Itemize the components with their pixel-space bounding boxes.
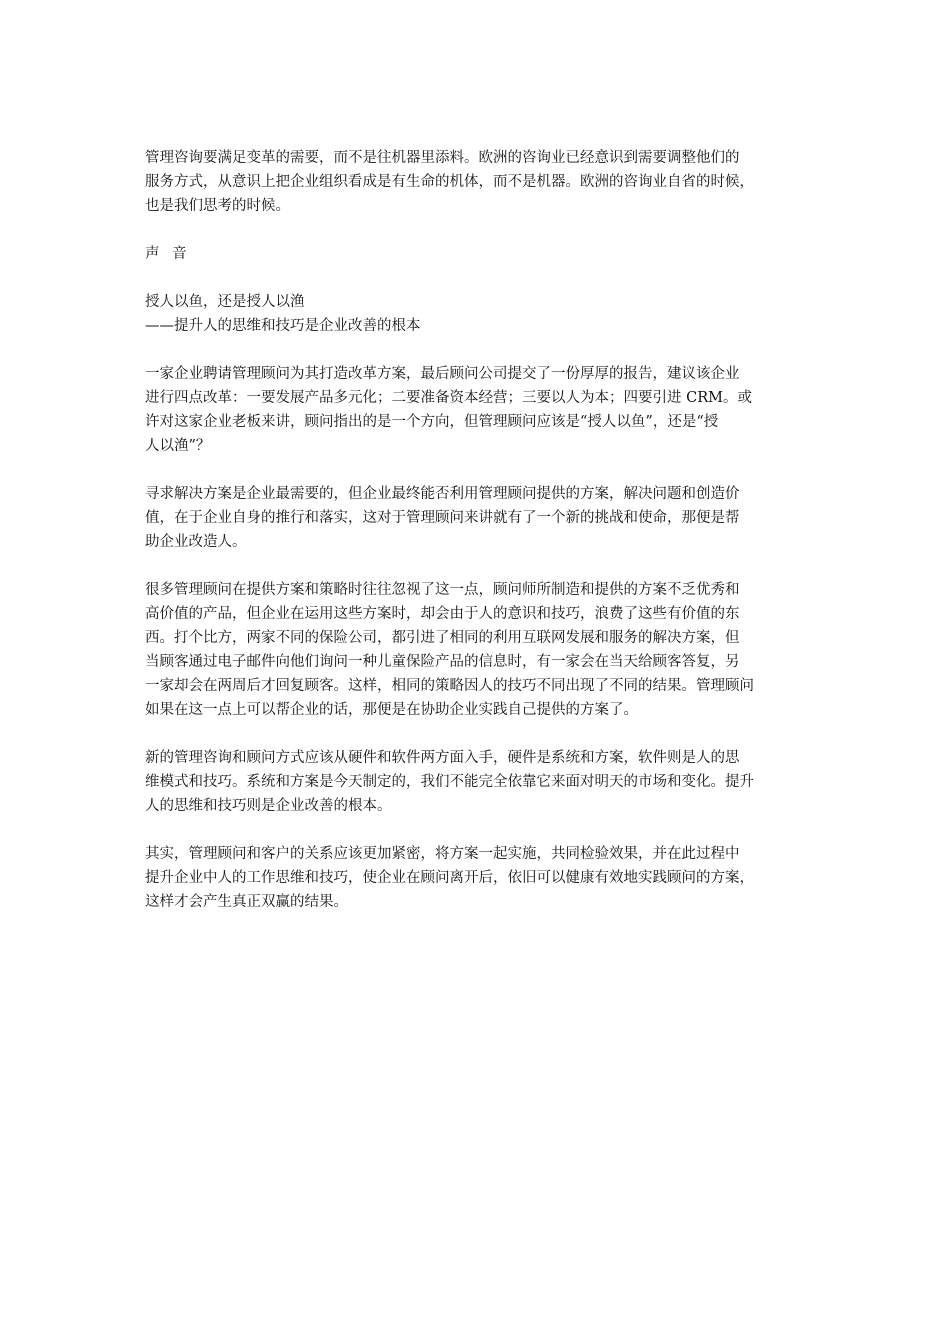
paragraph-line: 许对这家企业老板来讲，顾问指出的是一个方向，但管理顾问应该是“授人以鱼”，还是“授 bbox=[145, 414, 719, 430]
paragraph-line: 人的思维和技巧则是企业改善的根本。 bbox=[145, 798, 392, 814]
paragraph-line: 寻求解决方案是企业最需要的，但企业最终能否利用管理顾问提供的方案，解决问题和创造价 bbox=[145, 486, 740, 502]
intro-line: 服务方式，从意识上把企业组织看成是有生命的机体，而不是机器。欧洲的咨询业自省的时候， bbox=[145, 174, 754, 190]
paragraph-line: 一家企业聘请管理顾问为其打造改革方案，最后顾问公司提交了一份厚厚的报告，建议该企业 bbox=[145, 366, 740, 382]
paragraph-line: 当顾客通过电子邮件向他们询问一种儿童保险产品的信息时，有一家会在当天给顾客答复，另 bbox=[145, 654, 740, 670]
paragraph-line: 其实，管理顾问和客户的关系应该更加紧密，将方案一起实施，共同检验效果，并在此过程中 bbox=[145, 846, 740, 862]
body-paragraph-5 bbox=[145, 842, 820, 914]
paragraph-line: 一家却会在两周后才回复顾客。这样，相同的策略因人的技巧不同出现了不同的结果。管理顾问 bbox=[145, 678, 754, 694]
paragraph-line: 值，在于企业自身的推行和落实，这对于管理顾问来讲就有了一个新的挑战和使命，那便是帮 bbox=[145, 510, 740, 526]
body-paragraph-3 bbox=[145, 578, 820, 722]
paragraph-line: 如果在这一点上可以帮企业的话，那便是在协助企业实践自己提供的方案了。 bbox=[145, 702, 638, 718]
document-body bbox=[145, 146, 820, 938]
section-label: 声 音 bbox=[145, 246, 191, 262]
paragraph-line: 提升企业中人的工作思维和技巧，使企业在顾问离开后，依旧可以健康有效地实践顾问的方案， bbox=[145, 870, 754, 886]
body-paragraph-4 bbox=[145, 746, 820, 818]
article-heading bbox=[145, 290, 820, 338]
article-subtitle: ——提升人的思维和技巧是企业改善的根本 bbox=[145, 318, 421, 334]
paragraph-line: 很多管理顾问在提供方案和策略时往往忽视了这一点，顾问师所制造和提供的方案不乏优秀和 bbox=[145, 582, 740, 598]
intro-paragraph bbox=[145, 146, 820, 218]
intro-line: 也是我们思考的时候。 bbox=[145, 198, 290, 214]
body-paragraph-2 bbox=[145, 482, 820, 554]
paragraph-line: 这样才会产生真正双赢的结果。 bbox=[145, 894, 348, 910]
intro-line: 管理咨询要满足变革的需要，而不是往机器里添料。欧洲的咨询业已经意识到需要调整他们的 bbox=[145, 150, 740, 166]
body-paragraph-1 bbox=[145, 362, 820, 458]
paragraph-line: 助企业改造人。 bbox=[145, 534, 247, 550]
article-title: 授人以鱼，还是授人以渔 bbox=[145, 294, 305, 310]
paragraph-line: 进行四点改革：一要发展产品多元化；二要准备资本经营；三要以人为本；四要引进 CRM。或 bbox=[145, 390, 752, 406]
paragraph-line: 维模式和技巧。系统和方案是今天制定的，我们不能完全依靠它来面对明天的市场和变化。提升 bbox=[145, 774, 754, 790]
paragraph-line: 西。打个比方，两家不同的保险公司，都引进了相同的利用互联网发展和服务的解决方案，但 bbox=[145, 630, 740, 646]
paragraph-line: 高价值的产品，但企业在运用这些方案时，却会由于人的意识和技巧，浪费了这些有价值的东 bbox=[145, 606, 740, 622]
paragraph-line: 新的管理咨询和顾问方式应该从硬件和软件两方面入手，硬件是系统和方案，软件则是人的思 bbox=[145, 750, 740, 766]
paragraph-line: 人以渔”？ bbox=[145, 438, 211, 454]
